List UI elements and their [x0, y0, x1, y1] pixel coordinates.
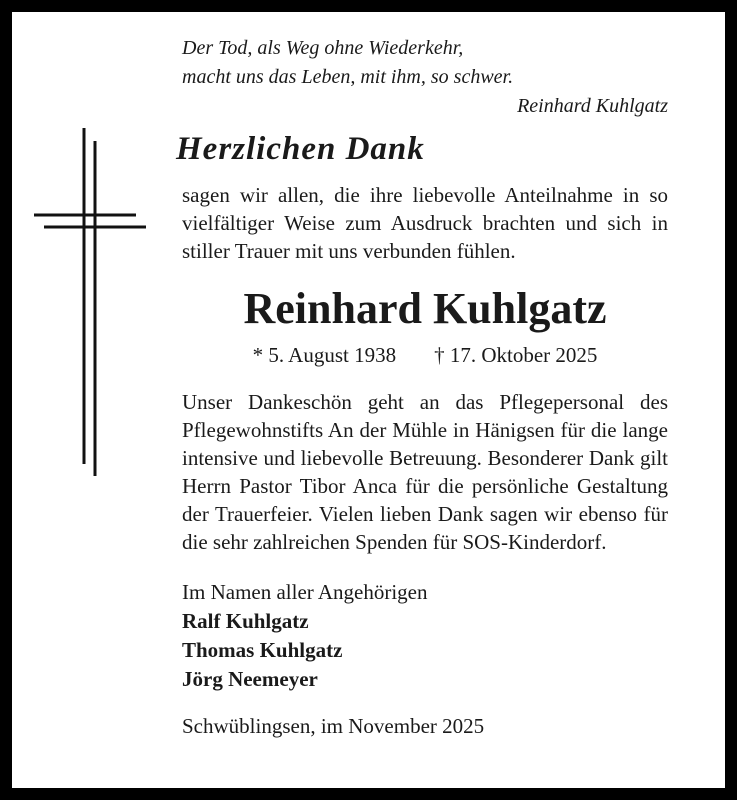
death-date: † 17. Oktober 2025 — [434, 343, 598, 367]
signers-list — [182, 607, 668, 694]
notice-content — [12, 12, 725, 741]
thanks-heading: Herzlichen Dank — [176, 131, 425, 167]
thanks-paragraph: Unser Dankeschön geht an das Pflegepersonal des Pflegewohnstifts An der Mühle in Hänigsen für die lange intensive und liebevolle Betreuung. Besonderer Dank gilt Herrn Pastor Tibor Anca für die persönliche Gestaltung der Trauerfeier. Vielen lieben Dank sagen wir ebenso für die sehr zahlreichen Spenden für SOS-Kinderdorf. — [182, 390, 668, 554]
epigraph-attribution: Reinhard Kuhlgatz — [517, 95, 668, 117]
on-behalf-line: Im Namen aller Angehörigen — [182, 580, 428, 604]
epigraph-line-2: macht uns das Leben, mit ihm, so schwer. — [182, 66, 514, 88]
signer-name: Thomas Kuhlgatz — [182, 638, 343, 662]
birth-date: * 5. August 1938 — [252, 343, 397, 367]
epigraph-line-1: Der Tod, als Weg ohne Wiederkehr, — [182, 37, 464, 59]
obituary-card — [12, 12, 725, 788]
signer-name: Ralf Kuhlgatz — [182, 609, 309, 633]
intro-paragraph: sagen wir allen, die ihre liebevolle Anteilnahme in so vielfältiger Weise zum Ausdruck brachten und sich in stiller Trauer mit uns verbunden fühlen. — [182, 183, 668, 263]
life-dates — [182, 341, 668, 370]
epigraph — [182, 34, 668, 92]
deceased-name: Reinhard Kuhlgatz — [243, 284, 607, 333]
signer-name: Jörg Neemeyer — [182, 667, 318, 691]
place-date-line: Schwüblingsen, im November 2025 — [182, 714, 485, 738]
